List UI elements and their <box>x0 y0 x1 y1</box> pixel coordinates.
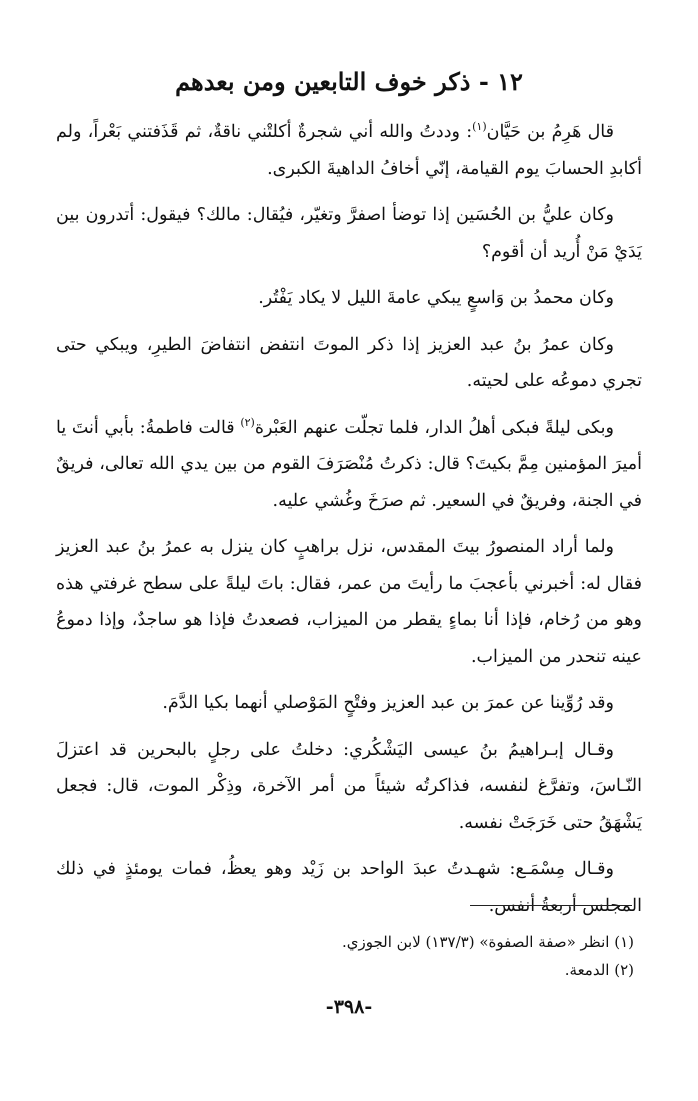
paragraph-misma <box>56 851 642 924</box>
paragraph-ibrahim <box>56 732 642 842</box>
paragraph-mansur <box>56 529 642 675</box>
footnote-reference: (١) <box>472 120 487 134</box>
paragraph-text: قال هَرِمُ بن حَيَّان <box>486 122 614 142</box>
paragraph-text: وكان عليُّ بن الحُسَين إذا توضأ اصفرَّ وتغيّر، فيُقال: مالك؟ فيقول: أتدرون بين يَدَيْ مَنْ أُريد أن أقوم؟ <box>56 205 642 262</box>
paragraph-text: : وددتُ والله أني شجرةٌ أكلتْني ناقةٌ، ثم قَذَفتني بَعْراً، ولم أكابدِ الحسابَ يوم القيامة، إنّي أخافُ الداهيةَ الكبرى. <box>56 122 642 179</box>
paragraph-text: وكان محمدُ بن وَاسعٍ يبكي عامةَ الليل لا يكاد يَفْتُر. <box>258 288 614 308</box>
body-text <box>56 114 642 934</box>
paragraph-muhammad <box>56 280 642 317</box>
paragraph-harim <box>56 114 642 187</box>
paragraph-text: وقد رُوِّينا عن عمرَ بن عبد العزيز وفتْحٍ المَوْصلي أنهما بكيا الدَّمَ. <box>162 693 614 713</box>
footnote-2: (٢) الدمعة. <box>564 961 634 979</box>
paragraph-text: قالت فاطمةُ: بأبي أنتَ يا أميرَ المؤمنين مِمَّ بكيتَ؟ قال: ذكرتُ مُنْصَرَفَ القوم من بين يدي الله تعالى، فريقٌ في الجنة، وفريقٌ في السعير. ثم صرَخَ وغُشي عليه. <box>56 417 642 511</box>
paragraph-text: ولما أراد المنصورُ بيتَ المقدس، نزل براهبٍ كان ينزل به عمرُ بنُ عبد العزيز فقال له: أخبرني بأعجبَ ما رأيتَ من عمر، فقال: باتَ ليلةً على سطح غرفتي هذه وهو من رُخام، فإذا أنا بماءٍ يقطر من الميزاب، فصعدتُ فإذا هو ساجدٌ، وإذا دموعُ عينه تنحدر من الميزاب. <box>56 537 642 667</box>
footnote-reference: (٢) <box>240 415 255 429</box>
paragraph-text: وقـال مِسْمَـع: شهـدتُ عبدَ الواحد بن زَيْد وهو يعظُ، فمات يومئذٍ في ذلك المجلس أربعةُ أنفس. <box>56 859 642 916</box>
paragraph-text: وقـال إبـراهيمُ بنُ عيسى اليَشْكُري: دخلتُ على رجلٍ بالبحرين قد اعتزلَ النّـاسَ، وتفرَّغ لنفسه، فذاكرتُه شيئاً من أمر الآخرة، وذِكْر الموت، قال: فجعل يَشْهَقُ حتى خَرَجَتْ نفسه. <box>56 739 642 833</box>
paragraph-ali <box>56 197 642 270</box>
paragraph-text: وبكى ليلةً فبكى أهلُ الدار، فلما تجلّت عنهم العَبْرة <box>254 417 615 438</box>
footnotes <box>60 928 634 984</box>
footnote-divider <box>470 905 632 906</box>
page-number: -٣٩٨- <box>325 996 373 1018</box>
paragraph-umar <box>56 327 642 400</box>
paragraph-text: وكان عمرُ بنُ عبد العزيز إذا ذكر الموتَ انتفض انتفاضَ الطيرِ، ويبكي حتى تجري دموعُه على لحيته. <box>56 334 642 391</box>
paragraph-fatima <box>56 410 642 520</box>
paragraph-ruwwina <box>56 685 642 722</box>
chapter-heading: ١٢ - ذكر خوف التابعين ومن بعدهم <box>175 67 523 96</box>
footnote-1: (١) انظر «صفة الصفوة» (١٣٧/٣) لابن الجوزي. <box>341 933 634 951</box>
